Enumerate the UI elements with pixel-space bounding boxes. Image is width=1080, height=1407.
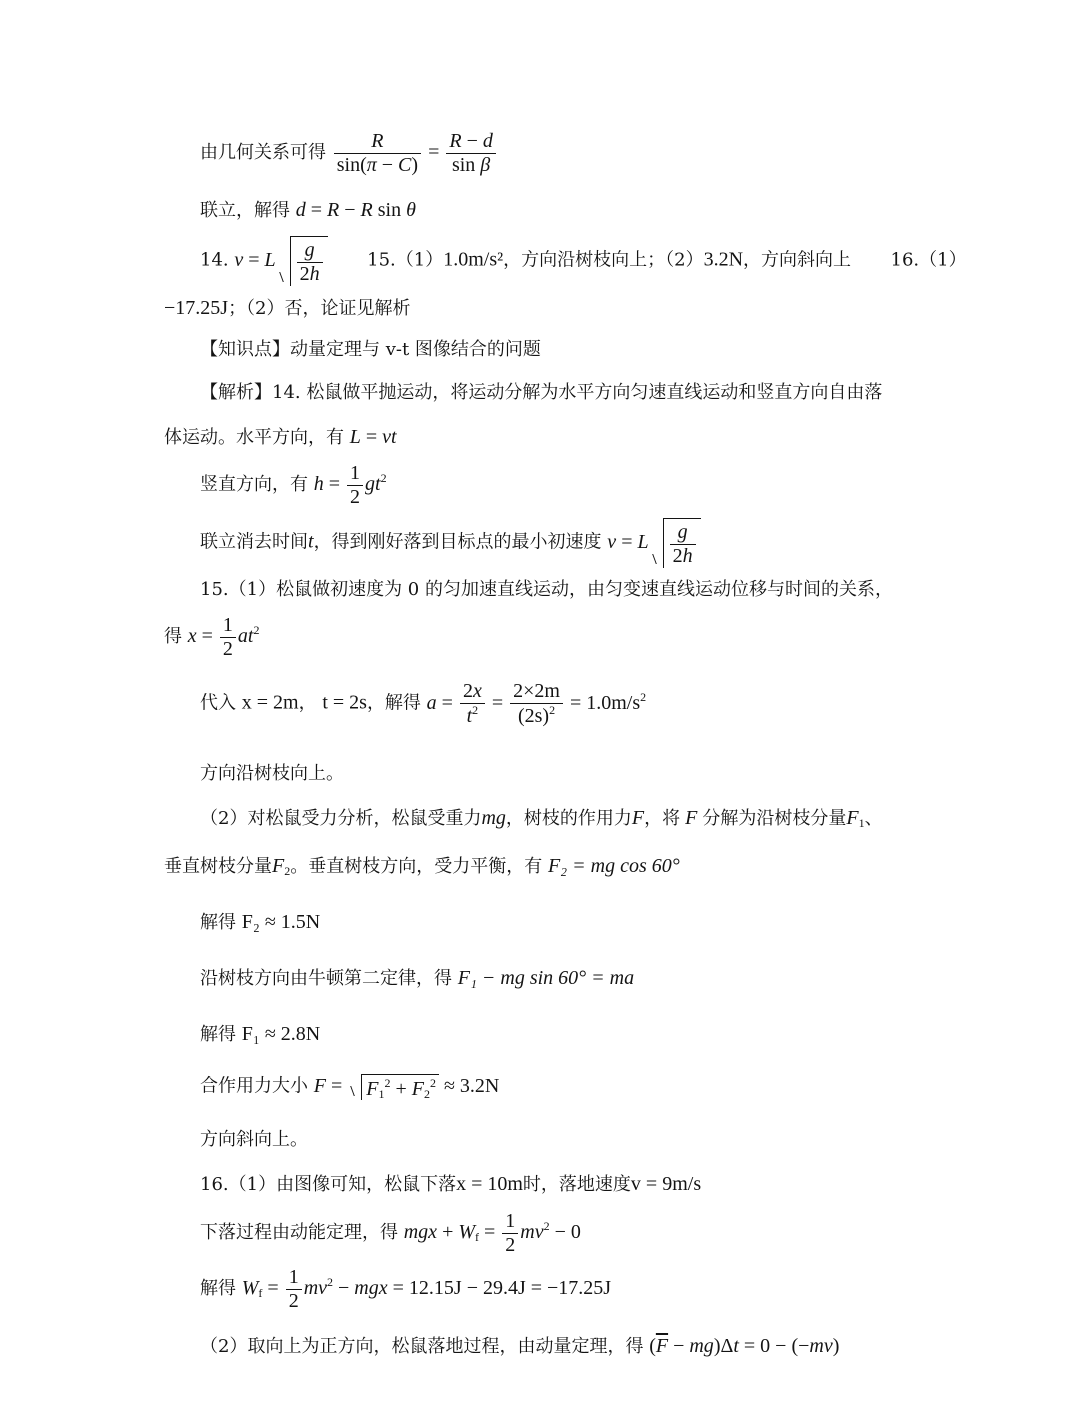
- formula-value: = 12.15J − 29.4J = −17.25J: [392, 1277, 612, 1300]
- answer-15-label: 15.（1）: [367, 249, 444, 271]
- formula: v = L $\frac{g}{2h}$: [234, 249, 327, 271]
- formula: $\frac{R}{\sin(\pi - C)}$ = $\frac{R - d}{\text{sin β}}$: [332, 141, 498, 163]
- text: 。垂直树枝方向，受力平衡，有: [290, 856, 543, 877]
- wf-result-line: [200, 1266, 611, 1313]
- formula: $(\overline{F} - mg)\Delta t = 0 - (-mv)$: [649, 1335, 840, 1357]
- energy-theorem-line: [200, 1210, 581, 1257]
- newton-line: [200, 968, 634, 988]
- text: 竖直方向，有: [200, 474, 308, 496]
- text: 代入: [200, 692, 236, 714]
- answer-14-label: 14.: [200, 249, 229, 271]
- text: （2）对松鼠受力分析，松鼠受重力: [200, 808, 482, 829]
- formula: $F_1$: [846, 807, 865, 830]
- q15-statement: 15.（1）松鼠做初速度为 0 的匀加速直线运动，由匀变速直线运动位移与时间的关系，: [200, 579, 893, 600]
- formula: t = 2s: [322, 691, 367, 714]
- formula: F₁ ≈ 2.8N: [241, 1023, 321, 1045]
- formula: a = $\frac{2x}{t^2}$ = $\frac{2\times 2m}{(2s)^2}$ = $1.0m/s^2$: [426, 680, 647, 727]
- x-formula-line: [164, 614, 259, 661]
- substitute-line: 代入 x = 2m， t = 2s，解得 a = $\frac{2x}{t^2}$ = $\frac{2\times 2m}{(2s)^2}$ = $1.0m/s^2$: [200, 680, 647, 727]
- direction-1: 方向沿树枝向上。: [200, 763, 344, 784]
- formula: v = L $\frac{g}{2h}$: [607, 531, 700, 553]
- formula: t: [308, 530, 314, 553]
- formula: 3.2N: [703, 248, 744, 271]
- formula: d = R − R sin θ: [295, 199, 416, 221]
- text: 解得: [200, 1278, 236, 1300]
- text: 分解为沿树枝分量: [702, 808, 847, 829]
- resultant-line: [200, 1074, 499, 1100]
- text: 沿树枝方向由牛顿第二定律，得: [200, 968, 452, 989]
- text: ，将: [644, 808, 681, 829]
- analysis-header: 【解析】14. 松鼠做平抛运动，将运动分解为水平方向匀速直线运动和竖直方向自由落: [200, 382, 883, 403]
- text: ，树枝的作用力: [505, 808, 632, 829]
- perpendicular-line: [164, 856, 680, 877]
- text: 、: [864, 808, 883, 829]
- text: 时，落地速度: [522, 1174, 631, 1195]
- text: 垂直树枝分量: [164, 856, 272, 877]
- formula: v = 9m/s: [630, 1173, 702, 1195]
- formula: L = vt: [349, 426, 397, 448]
- formula: $F = F_1^2 + F_2^2 \approx 3.2N$: [313, 1074, 500, 1101]
- text: 由几何关系可得: [200, 142, 326, 164]
- min-speed-line: [200, 518, 701, 568]
- answer-16-cont: [164, 298, 411, 318]
- geometry-relation-line: [200, 130, 498, 177]
- q16-statement: [200, 1174, 701, 1194]
- answers-line: [200, 236, 967, 286]
- f2-result: [200, 912, 320, 932]
- direction-2: 方向斜向上。: [200, 1129, 308, 1150]
- text: 下落过程由动能定理，得: [200, 1222, 398, 1244]
- formula: mg: [481, 807, 506, 829]
- formula: $W_f$ = $\frac{1}{2}$ $mv^2$ − mgx = 12.15J − 29.4J = −17.25J: [241, 1266, 612, 1312]
- momentum-line: [200, 1336, 839, 1356]
- formula: x = $\frac{1}{2}$ $at^2$: [187, 614, 260, 660]
- formula: $F_2$: [272, 855, 291, 878]
- formula: h = $\frac{1}{2}$ $gt^2$: [313, 462, 387, 508]
- text: ，解得: [366, 692, 421, 714]
- text: 体运动。水平方向，有: [164, 427, 344, 448]
- formula: F₁ − mg sin 60° = ma: [457, 967, 635, 989]
- formula: F: [631, 807, 645, 829]
- formula: x = 10m: [456, 1173, 523, 1195]
- f1-result: [200, 1024, 320, 1044]
- text: 解得: [200, 1024, 236, 1045]
- force-analysis-line: [200, 808, 883, 829]
- formula: 1.0m/s²: [443, 248, 504, 271]
- text: 联立消去时间: [200, 531, 308, 553]
- text: ，方向沿树枝向上；（2）: [503, 249, 704, 271]
- text: ，方向斜向上: [743, 249, 852, 271]
- text: （2）取向上为正方向，松鼠落地过程，由动量定理，得: [200, 1336, 644, 1357]
- text: 联立，解得: [200, 200, 290, 221]
- formula: mgx + $W_f$ = $\frac{1}{2}$ $mv^2 - 0$: [403, 1210, 581, 1256]
- text: 16.（1）由图像可知，松鼠下落: [200, 1174, 457, 1195]
- text: ；（2）否，论证见解析: [228, 298, 411, 319]
- formula: F₂ ≈ 1.5N: [241, 911, 321, 933]
- text: 得: [164, 626, 182, 648]
- text: 解得: [200, 912, 236, 933]
- text: ，得到刚好落到目标点的最小初速度: [313, 531, 602, 553]
- solve-d-line: [200, 200, 416, 220]
- formula: F: [685, 807, 698, 829]
- formula: F₂ = mg cos 60°: [547, 855, 680, 877]
- text: 合作用力大小: [200, 1075, 308, 1097]
- analysis-cont: [164, 427, 397, 447]
- vertical-line: [200, 462, 387, 509]
- formula: −17.25J: [164, 297, 229, 319]
- answer-16-label: 16.（1）: [890, 249, 967, 271]
- formula: x = 2m: [241, 691, 299, 714]
- knowledge-point: 【知识点】动量定理与 v-t 图像结合的问题: [200, 339, 541, 360]
